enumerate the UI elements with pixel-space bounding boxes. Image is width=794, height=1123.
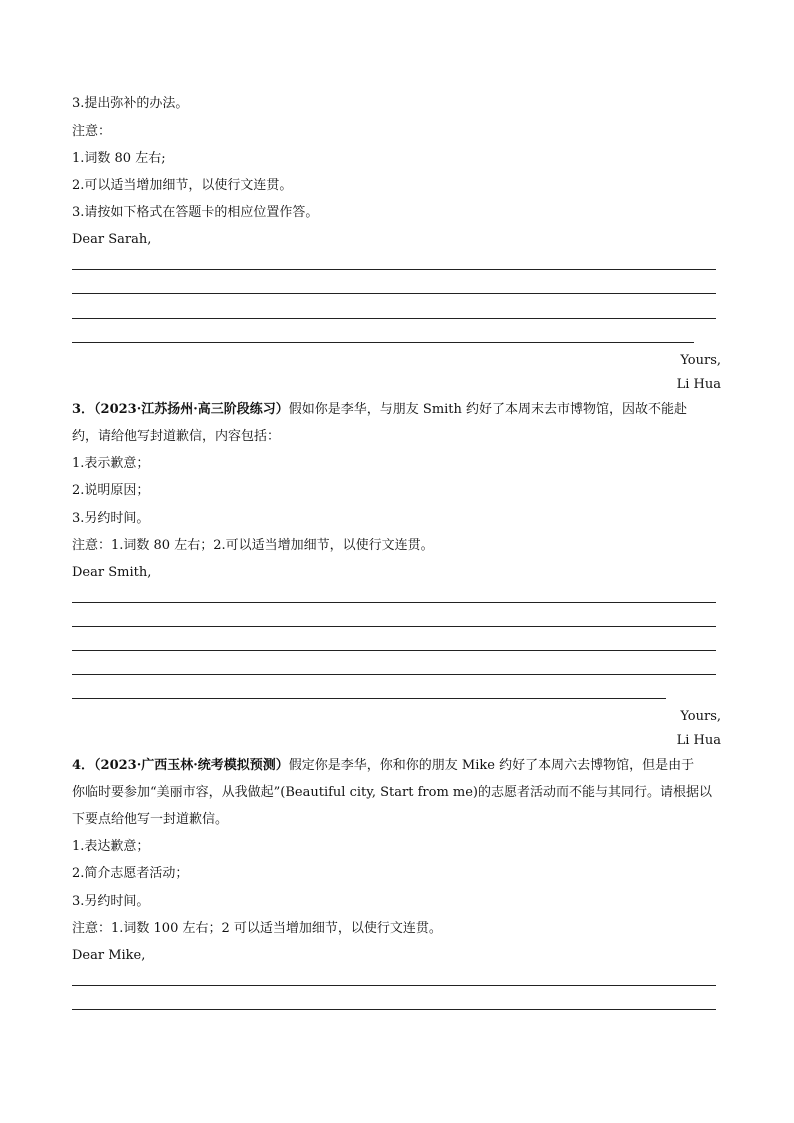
- question-source: （2023·广西玉林·统考模拟预测）: [94, 758, 289, 773]
- question-number: 4．: [72, 758, 95, 773]
- answer-line[interactable]: [72, 985, 716, 986]
- content-point: 1.表示歉意；: [72, 456, 150, 471]
- note-line: 注意：1.词数 100 左右；2 可以适当增加细节，以使行文连贯。: [72, 921, 442, 936]
- note-line: 1.词数 80 左右;: [72, 151, 166, 166]
- answer-line[interactable]: [72, 1009, 716, 1010]
- content-point: 2.说明原因；: [72, 483, 150, 498]
- answer-line[interactable]: [72, 602, 716, 603]
- question-number: 3．: [72, 402, 95, 417]
- answer-line[interactable]: [72, 342, 694, 343]
- answer-line[interactable]: [72, 674, 716, 675]
- instruction-line: 3.提出弥补的办法。: [72, 96, 189, 111]
- note-line: 注意：1.词数 80 左右；2.可以适当增加细节，以使行文连贯。: [72, 538, 434, 553]
- prompt-text: 你临时要参加“美丽市容，从我做起”(Beautiful city, Start from me)的志愿者活动而不能与其同行。请根据以: [72, 785, 712, 800]
- question-source: （2023·江苏扬州·高三阶段练习）: [94, 402, 289, 417]
- prompt-text: 假定你是李华，你和你的朋友 Mike 约好了本周六去博物馆，但是由于: [288, 758, 695, 773]
- content-point: 3.另约时间。: [72, 894, 150, 909]
- prompt-text: 下要点给他写一封道歉信。: [72, 812, 229, 827]
- letter-closing: Yours,: [680, 709, 721, 724]
- letter-signature: Li Hua: [676, 377, 721, 392]
- answer-line[interactable]: [72, 626, 716, 627]
- letter-greeting: Dear Sarah,: [72, 232, 152, 247]
- letter-greeting: Dear Smith,: [72, 565, 152, 580]
- answer-line[interactable]: [72, 318, 716, 319]
- answer-line[interactable]: [72, 698, 666, 699]
- letter-greeting: Dear Mike,: [72, 948, 146, 963]
- question-3-prompt: [72, 402, 687, 418]
- letter-closing: Yours,: [680, 353, 721, 368]
- question-4-prompt: [72, 758, 694, 774]
- content-point: 2.简介志愿者活动；: [72, 866, 189, 881]
- prompt-text: 假如你是李华，与朋友 Smith 约好了本周末去市博物馆，因故不能赴: [288, 402, 688, 417]
- content-point: 1.表达歉意；: [72, 839, 150, 854]
- answer-line[interactable]: [72, 650, 716, 651]
- answer-line[interactable]: [72, 293, 716, 294]
- content-point: 3.另约时间。: [72, 511, 150, 526]
- prompt-text: 约，请给他写封道歉信，内容包括：: [72, 429, 281, 444]
- note-line: 2.可以适当增加细节，以使行文连贯。: [72, 178, 293, 193]
- letter-signature: Li Hua: [676, 733, 721, 748]
- note-line: 3.请按如下格式在答题卡的相应位置作答。: [72, 205, 319, 220]
- answer-line[interactable]: [72, 269, 716, 270]
- note-heading: 注意：: [72, 124, 112, 139]
